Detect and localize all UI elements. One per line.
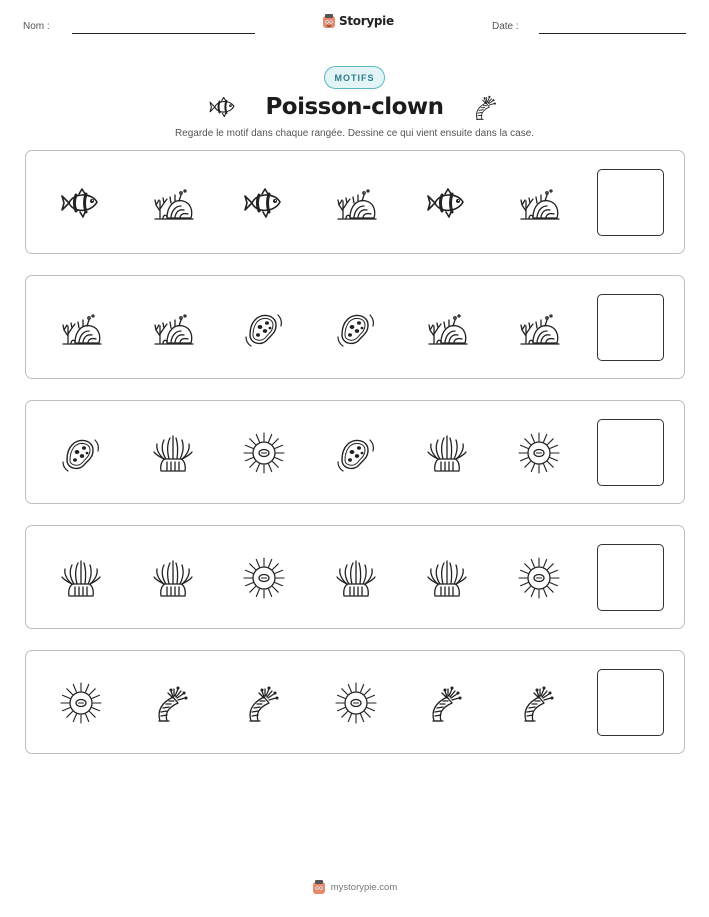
clownfish-icon bbox=[207, 92, 239, 122]
clownfish-icon bbox=[59, 181, 103, 225]
sponge-icon bbox=[334, 431, 378, 475]
sponge-icon bbox=[334, 306, 378, 350]
clownfish-icon bbox=[425, 181, 469, 225]
coral-icon bbox=[151, 306, 195, 350]
answer-box[interactable] bbox=[597, 294, 664, 361]
sea-urchin-icon bbox=[517, 431, 561, 475]
answer-box[interactable] bbox=[597, 669, 664, 736]
tube-worm-icon bbox=[470, 92, 502, 122]
coral-icon bbox=[517, 181, 561, 225]
title-row bbox=[0, 90, 709, 124]
category-badge: MOTIFS bbox=[324, 66, 385, 89]
pattern-row bbox=[25, 150, 685, 254]
tube-worm-icon bbox=[242, 681, 286, 725]
footer-url: mystorypie.com bbox=[330, 881, 398, 893]
pattern-row bbox=[25, 275, 685, 379]
sea-urchin-icon bbox=[242, 556, 286, 600]
date-label: Date : bbox=[492, 21, 519, 32]
sea-anemone-icon bbox=[151, 556, 195, 600]
name-label: Nom : bbox=[23, 21, 50, 32]
sea-anemone-icon bbox=[425, 556, 469, 600]
pattern-row bbox=[25, 525, 685, 629]
clownfish-icon bbox=[242, 181, 286, 225]
tube-worm-icon bbox=[517, 681, 561, 725]
worksheet-header bbox=[0, 0, 709, 50]
sea-anemone-icon bbox=[334, 556, 378, 600]
pattern-row bbox=[25, 650, 685, 754]
sea-anemone-icon bbox=[151, 431, 195, 475]
sea-urchin-icon bbox=[242, 431, 286, 475]
coral-icon bbox=[151, 181, 195, 225]
mascot-icon bbox=[312, 879, 326, 895]
coral-icon bbox=[425, 306, 469, 350]
coral-icon bbox=[59, 306, 103, 350]
brand-logo bbox=[322, 13, 394, 29]
mascot-icon bbox=[322, 13, 336, 29]
sea-urchin-icon bbox=[334, 681, 378, 725]
sponge-icon bbox=[59, 431, 103, 475]
sponge-icon bbox=[242, 306, 286, 350]
answer-box[interactable] bbox=[597, 169, 664, 236]
coral-icon bbox=[334, 181, 378, 225]
pattern-row bbox=[25, 400, 685, 504]
page-title: Poisson-clown bbox=[265, 94, 444, 120]
sea-urchin-icon bbox=[517, 556, 561, 600]
tube-worm-icon bbox=[425, 681, 469, 725]
date-line bbox=[539, 33, 686, 34]
tube-worm-icon bbox=[151, 681, 195, 725]
sea-anemone-icon bbox=[425, 431, 469, 475]
instructions: Regarde le motif dans chaque rangée. Dessine ce qui vient ensuite dans la case. bbox=[174, 128, 535, 139]
answer-box[interactable] bbox=[597, 544, 664, 611]
footer bbox=[0, 879, 709, 895]
name-line bbox=[72, 33, 255, 34]
sea-anemone-icon bbox=[59, 556, 103, 600]
coral-icon bbox=[517, 306, 561, 350]
brand-name: Storypie bbox=[339, 14, 394, 28]
answer-box[interactable] bbox=[597, 419, 664, 486]
sea-urchin-icon bbox=[59, 681, 103, 725]
